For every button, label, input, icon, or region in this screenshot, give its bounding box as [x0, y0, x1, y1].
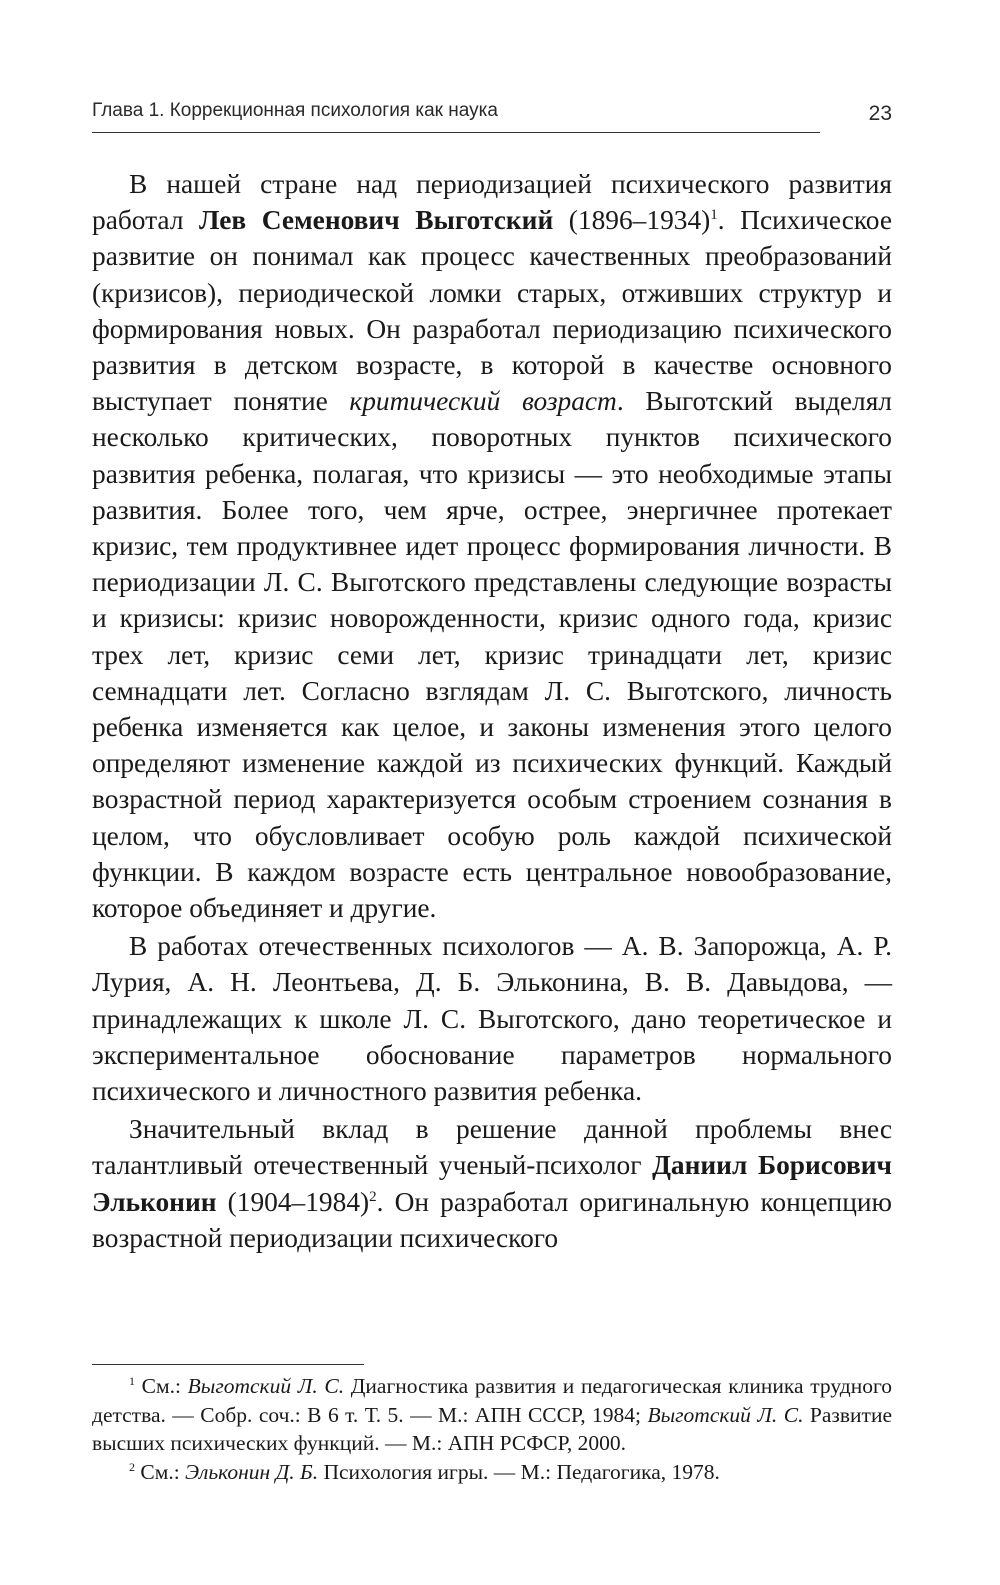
person-name: Даниил Борисович Эльконин — [92, 1150, 892, 1217]
header-rule — [92, 132, 820, 133]
person-name: Лев Семенович Выготский — [199, 205, 554, 236]
text-run: . Выготский выделял несколько критических, поворотных пунктов психического развития ребенка, полагая, что кризисы — это необходимые этапы развития. Более того, чем ярче, острее, энергичнее протекает кризис, тем продуктивнее идет процесс формирования личности. В периодизации Л. С. Выготского представлены следующие возрасты и кризисы: кризис новорожденности, кризис одного года, кризис трех лет, кризис семи лет, кризис тринадцати лет, кризис семнадцати лет. Согласно взглядам Л. С. Выготского, личность ребенка изменяется как целое, и законы изменения этого целого определяют изменение каждой из психических функций. Каждый возрастной период характеризуется особым строением сознания в целом, что обусловливает особую роль каждой психической функции. В каждом возрасте есть центральное новообразование, которое объединяет и другие. — [92, 386, 892, 924]
footnote-ref: 2 — [369, 1188, 377, 1205]
footnote-separator — [92, 1364, 364, 1365]
author: Выготский Л. С. — [187, 1374, 345, 1398]
text-run: Развитие высших психических функций. — М.: АПН РСФСР, 2000. — [92, 1402, 893, 1455]
text-run: (1896–1934) — [553, 205, 711, 236]
paragraph-1 — [92, 166, 892, 926]
footnotes — [92, 1372, 892, 1486]
text-run: См.: — [135, 1459, 186, 1484]
paragraph-2: В работах отечественных психологов — А. В. Запорожца, А. Р. Лурия, А. Н. Леонтьева, Д. Б. Эльконина, В. В. Давыдова, — принадлежащих к школе Л. С. Выготского, дано теоретическое и экспериментальное обоснование параметров нормального психического и личностного развития ребенка. — [92, 931, 892, 1107]
text-run: Диагностика развития и педагогическая клиника трудного детства. — Собр. соч.: В 6 т. Т. 5. — М.: АПН СССР, 1984; — [92, 1374, 892, 1427]
main-text — [92, 166, 892, 1256]
text-run: (1904–1984) — [216, 1186, 370, 1217]
page-number: 23 — [868, 102, 892, 125]
footnote-number: 1 — [129, 1373, 135, 1388]
chapter-title: Глава 1. Коррекционная психология как наука — [92, 100, 498, 121]
author: Выготский Л. С. — [647, 1402, 804, 1427]
footnote-2 — [92, 1458, 892, 1487]
running-header — [92, 96, 892, 136]
footnote-ref: 1 — [710, 207, 718, 224]
text-run: Психология игры. — М.: Педагогика, 1978. — [318, 1459, 720, 1484]
text-run: См.: — [135, 1374, 188, 1398]
text-run: В нашей стране над периодизацией психического развития работал — [92, 169, 892, 236]
author: Эльконин Д. Б. — [185, 1459, 319, 1484]
footnote-number: 2 — [129, 1459, 135, 1474]
footnote-1 — [92, 1372, 892, 1458]
term: критический возраст — [349, 386, 617, 417]
text-run: . Он разработал оригинальную концепцию возрастной периодизации психического — [92, 1186, 892, 1253]
paragraph-3 — [92, 1111, 892, 1256]
text-run: Значительный вклад в решение данной проблемы внес талантливый отечественный ученый-психолог — [92, 1114, 892, 1181]
text-run: . Психическое развитие он понимал как процесс качественных преобразований (кризисов), периодической ломки старых, отживших структур и формирования новых. Он разработал периодизацию психического развития в детском возрасте, в которой в качестве основного выступает понятие — [92, 205, 892, 417]
